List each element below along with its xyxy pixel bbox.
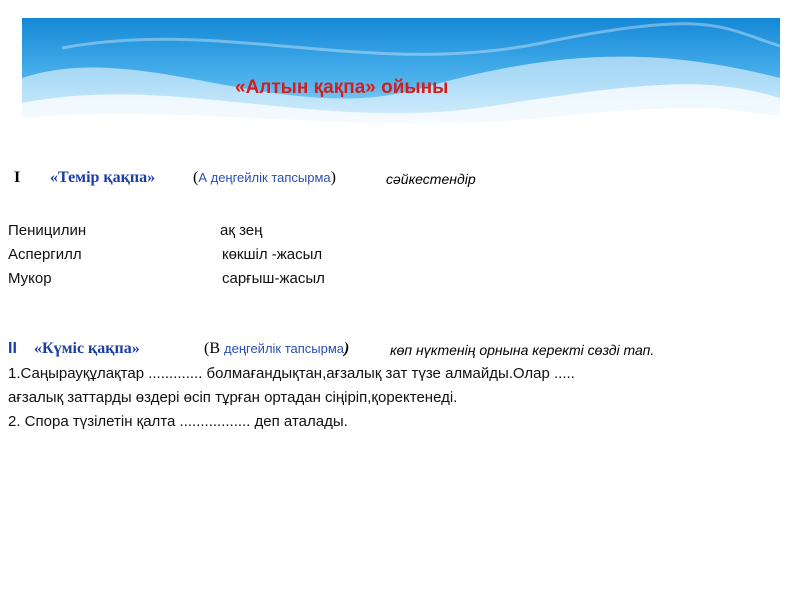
- section-1-level: (А деңгейлік тапсырма): [193, 169, 336, 186]
- right-item-1: ақ зең: [220, 222, 263, 239]
- section-1-heading: [0, 169, 800, 191]
- section-2-line-1: 1.Саңырауқұлақтар ............. болмағандықтан,ағзалық зат түзе алмайды.Олар .....: [8, 365, 575, 382]
- left-item-3: Мукор: [8, 270, 52, 287]
- section-1-title: «Темір қақпа»: [50, 169, 156, 186]
- section-2-title: «Күміс қақпа»: [34, 340, 140, 357]
- section-2-number: II: [8, 340, 17, 357]
- section-2-line-2: ағзалық заттарды өздері өсіп тұрған ортадан сіңіріп,қоректенеді.: [8, 389, 458, 406]
- section-1-number: I: [14, 169, 21, 186]
- section-2-line-3: 2. Спора түзілетін қалта ................. деп аталады.: [8, 413, 348, 430]
- left-item-1: Пеницилин: [8, 222, 87, 239]
- section-2-level: (В деңгейлік тапсырма): [204, 340, 350, 357]
- section-2-task: көп нүктенің орнына керекті сөзді тап.: [390, 342, 655, 358]
- section-2-heading: [0, 340, 800, 362]
- page-title: «Алтын қақпа» ойыны: [235, 77, 449, 98]
- left-item-2: Аспергилл: [8, 246, 82, 263]
- right-item-2: көкшіл -жасыл: [222, 246, 323, 263]
- section-1-task: сәйкестендір: [386, 171, 476, 187]
- right-item-3: сарғыш-жасыл: [222, 270, 325, 287]
